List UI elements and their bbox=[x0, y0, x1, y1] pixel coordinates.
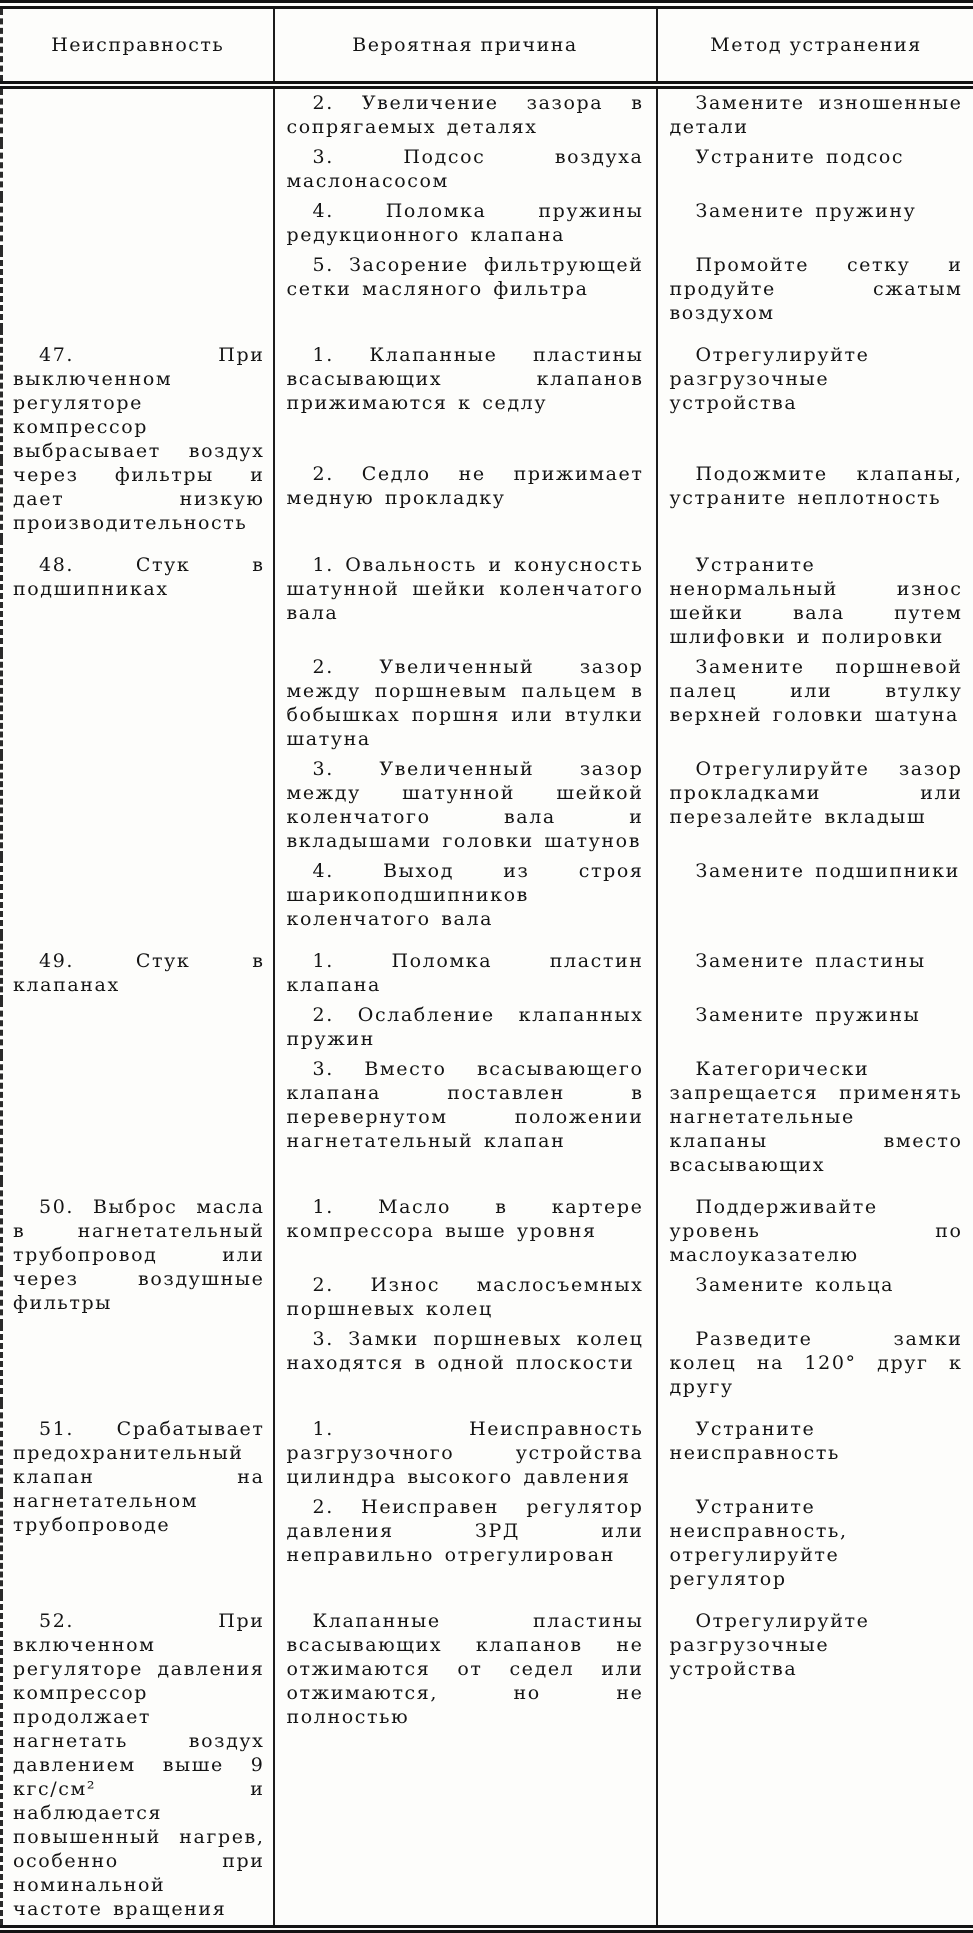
malfunction-cell-text: 49. Стук в клапанах bbox=[13, 949, 265, 997]
remedy-cell-text: Замените пластины bbox=[670, 949, 963, 973]
cause-cell-text: 5. Засорение фильтрующей сетки масляного фильтра bbox=[287, 253, 644, 301]
cause-cell-text: 1. Клапанные пластины всасывающих клапанов прижимаются к седлу bbox=[287, 343, 644, 415]
remedy-cell-text: Замените поршневой палец или втулку верхней головки шатуна bbox=[670, 655, 963, 727]
remedy-cell bbox=[657, 653, 973, 755]
malfunction-cell-text: 50. Выброс масла в нагнетательный трубопровод или через воздушные фильтры bbox=[13, 1195, 265, 1315]
cause-cell-text: 2. Увеличенный зазор между поршневым пальцем в бобышках поршня или втулки шатуна bbox=[287, 655, 644, 751]
header-remedy: Метод устранения bbox=[657, 5, 973, 86]
header-cause: Вероятная причина bbox=[274, 5, 657, 86]
cause-cell-text: 1. Овальность и конусность шатунной шейки коленчатого вала bbox=[287, 553, 644, 625]
remedy-cell-text: Промойте сетку и продуйте сжатым воздухом bbox=[670, 253, 963, 325]
cause-cell bbox=[274, 1325, 657, 1403]
remedy-cell-text: Устраните неисправность bbox=[670, 1417, 963, 1465]
remedy-cell bbox=[657, 755, 973, 857]
remedy-cell-text: Отрегулируйте зазор прокладками или перезалейте вкладыш bbox=[670, 757, 963, 829]
remedy-cell-text: Подожмите клапаны, устраните неплотность bbox=[670, 462, 963, 510]
cause-cell bbox=[274, 85, 657, 143]
remedy-cell bbox=[657, 329, 973, 460]
remedy-cell bbox=[657, 539, 973, 653]
cause-cell-text: Клапанные пластины всасывающих клапанов не отжимаются от седел или отжимаются, но не полностью bbox=[287, 1609, 644, 1729]
remedy-cell bbox=[657, 1595, 973, 1929]
remedy-cell-text: Отрегулируйте разгрузочные устройства bbox=[670, 1609, 963, 1681]
remedy-cell-text: Категорически запрещается применять нагнетательные клапаны вместо всасывающих bbox=[670, 1057, 963, 1177]
table-row bbox=[2, 935, 973, 1001]
cause-cell bbox=[274, 935, 657, 1001]
cause-cell-text: 4. Выход из строя шарикоподшипников коленчатого вала bbox=[287, 859, 644, 931]
remedy-cell-text: Замените пружину bbox=[670, 199, 963, 223]
cause-cell bbox=[274, 539, 657, 653]
cause-cell-text: 2. Ослабление клапанных пружин bbox=[287, 1003, 644, 1051]
remedy-cell bbox=[657, 1001, 973, 1055]
malfunction-cell bbox=[2, 329, 274, 539]
remedy-cell-text: Поддерживайте уровень по маслоуказателю bbox=[670, 1195, 963, 1267]
cause-cell-text: 1. Неисправность разгрузочного устройства цилиндра высокого давления bbox=[287, 1417, 644, 1489]
cause-cell bbox=[274, 755, 657, 857]
cause-cell bbox=[274, 329, 657, 460]
remedy-cell bbox=[657, 1271, 973, 1325]
remedy-cell bbox=[657, 857, 973, 935]
malfunction-cell-text: 47. При выключенном регуляторе компрессор выбрасывает воздух через фильтры и дает низкую производительность bbox=[13, 343, 265, 535]
remedy-cell bbox=[657, 143, 973, 197]
cause-cell-text: 2. Седло не прижимает медную прокладку bbox=[287, 462, 644, 510]
cause-cell-text: 1. Поломка пластин клапана bbox=[287, 949, 644, 997]
remedy-cell bbox=[657, 1403, 973, 1493]
remedy-cell-text: Устраните неисправность, отрегулируйте регулятор bbox=[670, 1495, 963, 1591]
cause-cell bbox=[274, 251, 657, 329]
cause-cell bbox=[274, 1403, 657, 1493]
malfunction-cell bbox=[2, 935, 274, 1181]
cause-cell-text: 2. Неисправен регулятор давления ЗРД или неправильно отрегулирован bbox=[287, 1495, 644, 1567]
remedy-cell-text: Разведите замки колец на 120° друг к другу bbox=[670, 1327, 963, 1399]
remedy-cell bbox=[657, 1325, 973, 1403]
cause-cell bbox=[274, 653, 657, 755]
cause-cell-text: 4. Поломка пружины редукционного клапана bbox=[287, 199, 644, 247]
remedy-cell-text: Замените пружины bbox=[670, 1003, 963, 1027]
cause-cell bbox=[274, 1055, 657, 1181]
header-row bbox=[2, 5, 973, 86]
malfunction-cell-text: 48. Стук в подшипниках bbox=[13, 553, 265, 601]
cause-cell bbox=[274, 197, 657, 251]
malfunction-cell bbox=[2, 1181, 274, 1403]
cause-cell bbox=[274, 460, 657, 539]
malfunction-cell-text: 51. Срабатывает предохранительный клапан на нагнетательном трубопроводе bbox=[13, 1417, 265, 1537]
table-row bbox=[2, 1595, 973, 1929]
cause-cell bbox=[274, 143, 657, 197]
remedy-cell-text: Замените подшипники bbox=[670, 859, 963, 883]
remedy-cell-text: Устраните ненормальный износ шейки вала путем шлифовки и полировки bbox=[670, 553, 963, 649]
cause-cell bbox=[274, 1181, 657, 1271]
remedy-cell-text: Отрегулируйте разгрузочные устройства bbox=[670, 343, 963, 415]
remedy-cell-text: Устраните подсос bbox=[670, 145, 963, 169]
remedy-cell-text: Замените кольца bbox=[670, 1273, 963, 1297]
remedy-cell bbox=[657, 1181, 973, 1271]
cause-cell-text: 3. Вместо всасывающего клапана поставлен в перевернутом положении нагнетательный клапан bbox=[287, 1057, 644, 1153]
malfunction-cell-text: 52. При включенном регуляторе давления компрессор продолжает нагнетать воздух давлением выше 9 кгс/см² и наблюдается повышенный нагрев, особенно при номинальной частоте вращения bbox=[13, 1609, 265, 1921]
table-row bbox=[2, 1403, 973, 1493]
table-header bbox=[2, 5, 973, 86]
malfunction-cell bbox=[2, 539, 274, 935]
remedy-cell bbox=[657, 1055, 973, 1181]
remedy-cell bbox=[657, 1493, 973, 1595]
cause-cell bbox=[274, 1001, 657, 1055]
cause-cell-text: 2. Увеличение зазора в сопрягаемых деталях bbox=[287, 91, 644, 139]
cause-cell bbox=[274, 857, 657, 935]
remedy-cell bbox=[657, 197, 973, 251]
malfunction-cell bbox=[2, 1403, 274, 1595]
cause-cell-text: 2. Износ маслосъемных поршневых колец bbox=[287, 1273, 644, 1321]
table-row bbox=[2, 1181, 973, 1271]
table-row bbox=[2, 539, 973, 653]
cause-cell bbox=[274, 1271, 657, 1325]
cause-cell-text: 3. Подсос воздуха маслонасосом bbox=[287, 145, 644, 193]
remedy-cell bbox=[657, 85, 973, 143]
table-row bbox=[2, 329, 973, 460]
malfunction-cell bbox=[2, 85, 274, 329]
remedy-cell bbox=[657, 460, 973, 539]
cause-cell bbox=[274, 1595, 657, 1929]
malfunction-cell bbox=[2, 1595, 274, 1929]
table-body bbox=[2, 85, 973, 1929]
cause-cell-text: 3. Увеличенный зазор между шатунной шейкой коленчатого вала и вкладышами головки шатунов bbox=[287, 757, 644, 853]
cause-cell bbox=[274, 1493, 657, 1595]
cause-cell-text: 3. Замки поршневых колец находятся в одной плоскости bbox=[287, 1327, 644, 1375]
remedy-cell-text: Замените изношенные детали bbox=[670, 91, 963, 139]
table-row bbox=[2, 85, 973, 143]
cause-cell-text: 1. Масло в картере компрессора выше уровня bbox=[287, 1195, 644, 1243]
header-malfunction: Неисправность bbox=[2, 5, 274, 86]
remedy-cell bbox=[657, 251, 973, 329]
remedy-cell bbox=[657, 935, 973, 1001]
